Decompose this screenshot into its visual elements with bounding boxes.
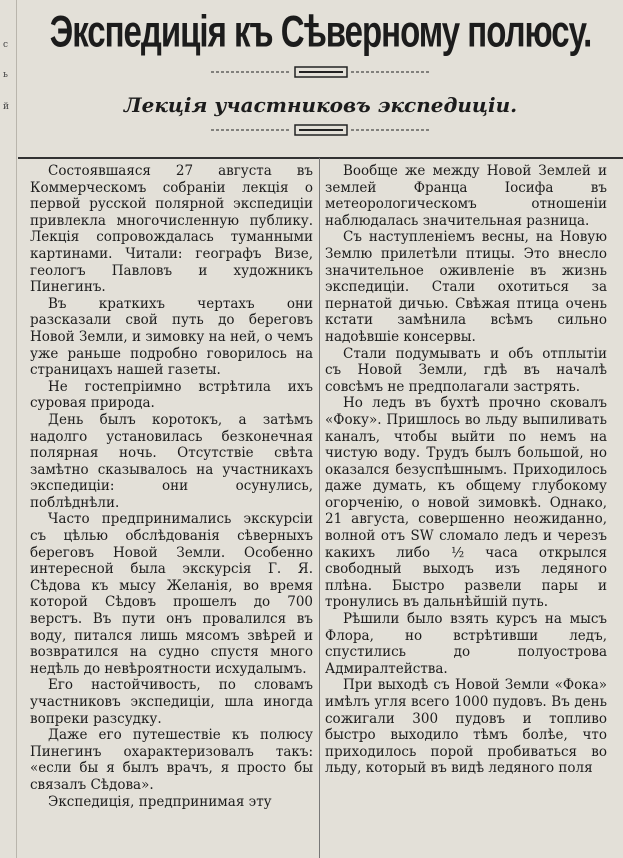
adjacent-column-strip	[0, 0, 17, 858]
paragraph: Не гостепріимно встрѣтила ихъ суровая природа.	[30, 378, 313, 412]
article-subtitle: Лекція участниковъ экспедиціи.	[123, 93, 518, 117]
paragraph: Часто предпринимались экскурсіи съ цѣлью обслѣдованія сѣверныхъ береговъ Новой Земли. Особенно интересной была экскурсія Г. Я. Сѣдова къ мысу Желанія, во время которой Сѣдовъ прошелъ до 700 верстъ. Въ пути онъ провалился въ воду, питался лишь мясомъ звѣрей и возвратился на судно спустя много недѣль до невѣроятности исхудалымъ.	[30, 511, 313, 677]
text-column-left	[30, 163, 313, 810]
article-title: Экспедиція къ Сѣверному полюсу.	[49, 6, 592, 56]
margin-mark: с	[3, 40, 9, 50]
paragraph: Съ наступленіемъ весны, на Новую Землю прилетѣли птицы. Это внесло значительное оживленіе въ жизнь экспедиціи. Стали охотиться за пернатой дичью. Свѣжая птица очень кстати замѣнила всѣмъ сильно надоѣвшіе консервы.	[325, 229, 607, 345]
paragraph: Вообще же между Новой Землей и землей Франца Іосифа въ метеорологическомъ отношеніи наблюдалась значительная разница.	[325, 163, 607, 229]
paragraph: При выходѣ съ Новой Земли «Фока» имѣлъ угля всего 1000 пудовъ. Въ день сожигали 300 пудовъ и топливо быстро выходило тѣмъ болѣе, что приходилось порой пробиваться во льду, который въ видѣ ледяного поля	[325, 677, 607, 777]
paragraph: Рѣшили было взять курсъ на мысъ Флора, но встрѣтивши ледъ, спустились до полуострова Адмиралтейства.	[325, 611, 607, 677]
margin-mark: й	[3, 102, 9, 112]
header-rule	[18, 157, 623, 159]
paragraph: Въ краткихъ чертахъ они разсказали свой путь до береговъ Новой Земли, и зимовку на ней, о чемъ уже раньше подробно говорилось на страницахъ нашей газеты.	[30, 295, 313, 379]
margin-mark: ь	[3, 70, 8, 80]
paragraph: Но ледъ въ бухтѣ прочно сковалъ «Фоку». Пришлось во льду выпиливать каналъ, чтобы выйти по немъ на чистую воду. Трудъ былъ большой, но оказался безуспѣшнымъ. Приходилось даже думать, къ общему глубокому огорченію, о новой зимовкѣ. Однако, 21 августа, совершенно неожиданно, волной отъ SW сломало ледъ и черезъ какихъ либо ½ часа открылся свободный выходъ изъ ледяного плѣна. Быстро развели пары и тронулись въ дальнѣйшій путь.	[325, 395, 607, 611]
text-column-right	[325, 163, 607, 777]
paragraph: Экспедиція, предпринимая эту	[48, 793, 272, 810]
paragraph: Состоявшаяся 27 августа въ Коммерческомъ собраніи лекція о первой русской полярной экспедиціи привлекла многочисленную публику. Лекція сопровождалась туманными картинами. Читали: географъ Визе, геологъ Павловъ и художникъ Пинегинъ.	[30, 163, 313, 296]
ornament-divider	[18, 66, 623, 78]
paragraph: Стали подумывать и объ отплытіи съ Новой Земли, гдѣ въ началѣ совсѣмъ не предполагали застрять.	[325, 345, 607, 395]
ornament-divider	[18, 124, 623, 136]
paragraph: Его настойчивость, по словамъ участниковъ экспедиціи, шла иногда вопреки разсудку.	[30, 677, 313, 727]
paragraph: Даже его путешествіе къ полюсу Пинегинъ охарактеризовалъ такъ: «если бы я былъ врачъ, я просто бы связалъ Сѣдова».	[30, 727, 313, 793]
newspaper-page	[18, 0, 623, 858]
paragraph: День былъ коротокъ, а затѣмъ надолго установилась безконечная полярная ночь. Отсутствіе свѣта замѣтно сказывалось на участникахъ экспедиціи: они осунулись, поблѣднѣли.	[30, 411, 313, 511]
column-divider	[319, 158, 320, 858]
